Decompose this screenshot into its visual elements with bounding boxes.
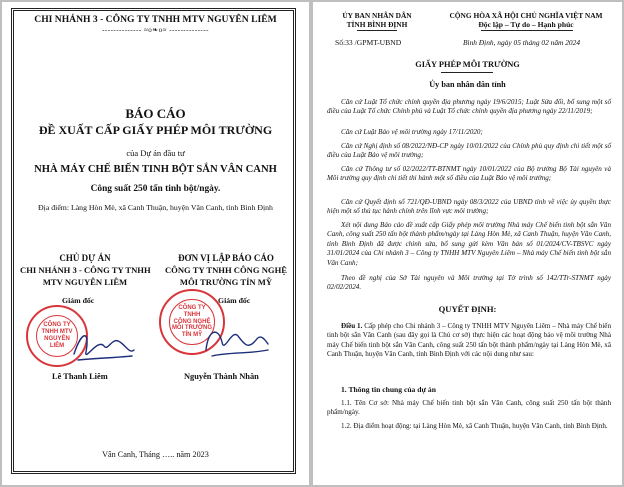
consultant-heading: ĐƠN VỊ LẬP BÁO CÁO bbox=[178, 253, 274, 263]
seal-text-line: TNHH bbox=[183, 311, 201, 318]
issuer-org-line1: ỦY BAN NHÂN DÂN bbox=[342, 11, 412, 20]
project-location: Địa điểm: Làng Hòn Mè, xã Canh Thuận, huyện Vân Canh, tỉnh Bình Định bbox=[38, 203, 273, 212]
legal-basis-5: Căn cứ Quyết định số 721/QĐ-UBND ngày 08/3/2022 của UBND tỉnh về việc ủy quyền thực hiện một số thủ tục hành chính trên lĩnh vực môi trường; bbox=[327, 198, 611, 216]
section-1-2: 1.2. Địa điểm hoạt động: tại Làng Hòn Mè, xã Canh Thuận, huyện Vân Canh, tỉnh Bình Định. bbox=[341, 422, 608, 430]
document-date: Bình Định, ngày 05 tháng 02 năm 2024 bbox=[463, 38, 581, 47]
issuer-org-line2: TỈNH BÌNH ĐỊNH bbox=[346, 20, 408, 29]
section-1-heading: 1. Thông tin chung của dự án bbox=[341, 385, 436, 394]
seal-text-line: TÍN MỸ bbox=[181, 332, 203, 339]
consultant-name-line1: CÔNG TY TNHH CÔNG NGHỆ bbox=[164, 265, 288, 275]
cover-footer-date: Vân Canh, Tháng ….. năm 2023 bbox=[102, 450, 209, 459]
legal-basis-4: Căn cứ Thông tư số 02/2022/TT-BTNMT ngày 10/01/2022 của Bộ trưởng Bộ Tài nguyên và Môi trường quy định chi tiết thi hành một số điều của Luật Bảo vệ môi trường; bbox=[327, 165, 611, 183]
of-project-label: của Dự án đầu tư bbox=[126, 148, 185, 158]
owner-signer-name: Lê Thanh Liêm bbox=[52, 372, 108, 381]
legal-basis-3: Căn cứ Nghị định số 08/2022/NĐ-CP ngày 10/01/2022 của Chính phủ quy định chi tiết một số điều của Luật Bảo vệ môi trường; bbox=[327, 142, 611, 160]
motto-underline bbox=[481, 30, 573, 31]
seal-text-line: CÔNG TY bbox=[43, 322, 71, 329]
proposal-reference: Theo đề nghị của Sở Tài nguyên và Môi trường tại Tờ trình số 142/TTr-STNMT ngày 02/02/2024. bbox=[327, 274, 611, 292]
permit-title: GIẤY PHÉP MÔI TRƯỜNG bbox=[415, 60, 520, 69]
decision-heading: QUYẾT ĐỊNH: bbox=[438, 304, 497, 314]
report-cover-page bbox=[2, 2, 309, 485]
article-1-text: Cấp phép cho Chi nhánh 3 – Công ty TNHH MTV Nguyên Liêm – Nhà máy Chế biến tinh bột sắn Vân Canh (sau đây gọi là Chủ cơ sở) thực hiện các hoạt động bảo vệ môi trường Nhà máy Chế biến tinh bột sắn Vân Canh, công suất 250 tấn bột thành phẩm/ngày tại Làng Hòn Mè, xã Canh Thuận, huyện Vân Canh, tỉnh Bình Định với các nội dung như sau: bbox=[327, 322, 612, 359]
seal-text-line: MÔI TRƯỜNG bbox=[171, 325, 213, 332]
ornament-divider: -------------- ≈o❧o≈ -------------- bbox=[102, 26, 209, 34]
project-capacity: Công suất 250 tấn tinh bột/ngày. bbox=[90, 184, 221, 194]
title-underline bbox=[441, 72, 493, 73]
consultant-role: Giám đốc bbox=[218, 296, 251, 305]
report-title: BÁO CÁO bbox=[125, 106, 186, 121]
owner-name-line1: CHI NHÁNH 3 - CÔNG TY TNHH bbox=[20, 265, 151, 275]
issuing-authority: Ủy ban nhân dân tỉnh bbox=[429, 80, 506, 89]
section-1-1: 1.1. Tên Cơ sở: Nhà máy Chế biến tinh bột sắn Vân Canh, công suất 250 tấn bột thành phẩm/ngày. bbox=[327, 399, 611, 417]
seal-text-line: CÔNG NGHỆ bbox=[173, 318, 211, 325]
article-1-label: Điều 1. bbox=[341, 322, 363, 330]
document-number: Số:33 /GPMT-UBND bbox=[335, 38, 402, 47]
owner-role: Giám đốc bbox=[62, 296, 95, 305]
seal-text-line: CÔNG TY bbox=[178, 304, 206, 311]
report-subtitle: ĐỀ XUẤT CẤP GIẤY PHÉP MÔI TRƯỜNG bbox=[38, 123, 273, 137]
article-1 bbox=[327, 322, 611, 360]
owner-name-line2: MTV NGUYÊN LIÊM bbox=[42, 277, 128, 287]
cover-company-header: CHI NHÁNH 3 - CÔNG TY TNHH MTV NGUYÊN LIÊM bbox=[34, 14, 277, 25]
project-name: NHÀ MÁY CHẾ BIẾN TINH BỘT SẮN VÂN CANH bbox=[34, 164, 277, 175]
consultant-signature bbox=[198, 320, 274, 364]
cover-border bbox=[11, 8, 296, 474]
org-underline bbox=[357, 30, 397, 31]
seal-text-line: NGUYÊN LIÊM bbox=[44, 336, 70, 349]
review-statement: Xét nội dung Báo cáo đề xuất cấp Giấy phép môi trường Nhà máy Chế biến tinh bột sắn Vân Canh, công suất 250 tấn bột thành phẩm/ngày tại Làng Hòn Mè, xã Canh Thuận, huyện Vân Canh, tỉnh Bình Định đã được chỉnh sửa, bổ sung gửi kèm Văn bản số 01/2024/CV-TBSVC ngày 31/01/2024 của Chi nhánh 3 – Công ty TNHH MTV Nguyên Liêm – Nhà máy Chế biến tinh bột sắn Vân Canh; bbox=[327, 221, 611, 267]
owner-heading: CHỦ DỰ ÁN bbox=[59, 253, 111, 263]
seal-text-line: TNHH MTV bbox=[41, 329, 73, 336]
permit-page bbox=[313, 2, 622, 485]
consultant-name-line2: MÔI TRƯỜNG TÍN MỸ bbox=[179, 277, 273, 287]
legal-basis-1: Căn cứ Luật Tổ chức chính quyền địa phương ngày 19/6/2015; Luật Sửa đổi, bổ sung một số điều của Luật Tổ chức Chính phủ và Luật Tổ chức chính quyền địa phương ngày 22/11/2019; bbox=[327, 98, 611, 116]
national-title: CỘNG HÒA XÃ HỘI CHỦ NGHĨA VIỆT NAM bbox=[449, 11, 603, 20]
legal-basis-2: Căn cứ Luật Bảo vệ môi trường ngày 17/11/2020; bbox=[341, 128, 483, 136]
owner-signature bbox=[68, 324, 138, 368]
consultant-signer-name: Nguyễn Thành Nhân bbox=[184, 372, 259, 381]
national-motto: Độc lập – Tự do – Hạnh phúc bbox=[478, 20, 574, 29]
